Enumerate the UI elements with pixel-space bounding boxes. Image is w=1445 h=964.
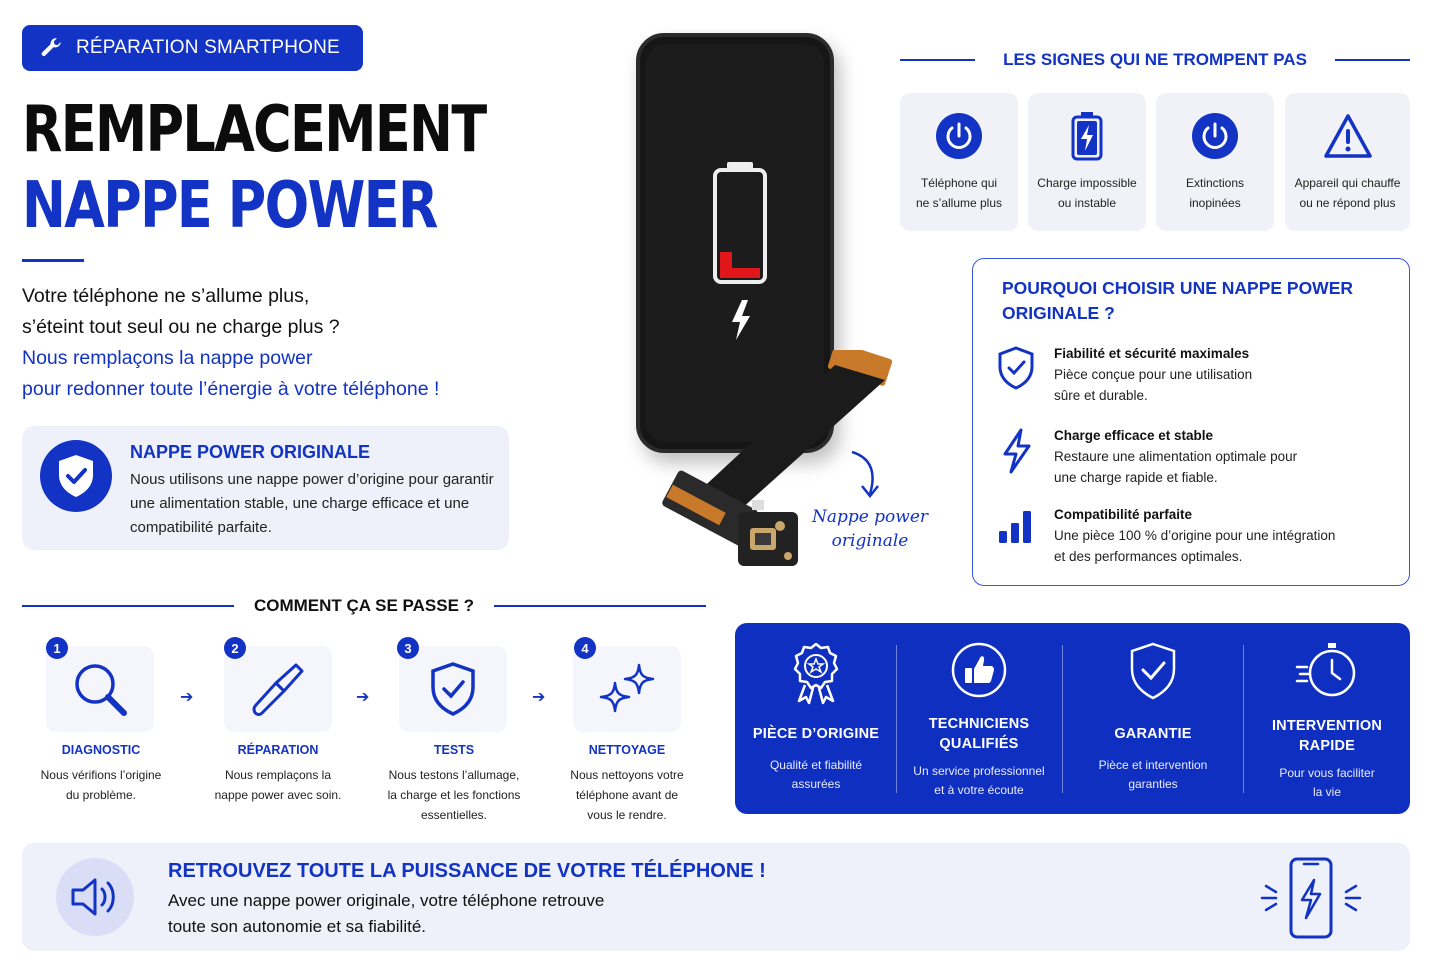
footer-title: RETROUVEZ TOUTE LA PUISSANCE DE VOTRE TÉLÉPHONE ! bbox=[168, 860, 766, 882]
warning-icon bbox=[1323, 111, 1373, 161]
signs-title: LES SIGNES QUI NE TROMPENT PAS bbox=[1003, 50, 1307, 69]
steps-title: COMMENT ÇA SE PASSE ? bbox=[253, 596, 475, 615]
feature-title: GARANTIE bbox=[1114, 726, 1192, 742]
low-battery-icon bbox=[712, 160, 768, 342]
caption-line: originale bbox=[831, 531, 909, 551]
step-title: DIAGNOSTIC bbox=[61, 743, 141, 757]
power-icon bbox=[1190, 111, 1240, 161]
signs-section-header bbox=[900, 50, 1410, 70]
step-text bbox=[542, 765, 712, 825]
caption-line: Nappe power bbox=[811, 507, 929, 527]
sign-label: Téléphone qui bbox=[920, 176, 998, 190]
step-text-line: du problème. bbox=[65, 788, 137, 802]
feature-desc-line: Pièce et intervention bbox=[1098, 758, 1208, 772]
why-item bbox=[994, 426, 1394, 488]
magnifier-icon bbox=[71, 660, 129, 718]
arrow-right-icon: ➔ bbox=[356, 689, 370, 706]
feature-title: PIÈCE D’ORIGINE bbox=[752, 726, 880, 742]
category-badge bbox=[22, 25, 363, 71]
why-item-text: sûre et durable. bbox=[1054, 388, 1148, 403]
feature-title-line: RAPIDE bbox=[1299, 738, 1355, 754]
curved-arrow-icon bbox=[848, 448, 884, 500]
why-item-text: Pièce conçue pour une utilisation bbox=[1054, 367, 1253, 382]
step-icon-box bbox=[224, 646, 332, 732]
page-title-line2: NAPPE POWER bbox=[22, 169, 437, 243]
shield-check-icon bbox=[428, 661, 478, 717]
feature-item bbox=[904, 623, 1054, 814]
feature-item bbox=[1252, 623, 1402, 814]
step-text bbox=[193, 765, 363, 805]
step-number: 3 bbox=[397, 637, 419, 659]
step-title: TESTS bbox=[433, 743, 475, 757]
why-item-text: Une pièce 100 % d’origine pour une intégration bbox=[1054, 528, 1336, 543]
step-text-line: Nous testons l’allumage, bbox=[388, 768, 520, 782]
intro-line-highlight: Nous remplaçons la nappe power bbox=[22, 347, 313, 369]
shield-check-icon bbox=[994, 344, 1038, 406]
sign-card bbox=[1028, 93, 1146, 231]
thumbs-up-icon bbox=[950, 641, 1008, 699]
feature-desc-line: garanties bbox=[1128, 777, 1178, 791]
step-number: 1 bbox=[46, 637, 68, 659]
sign-card bbox=[1285, 93, 1410, 231]
step-text-line: nappe power avec soin. bbox=[214, 788, 342, 802]
step-text-line: téléphone avant de bbox=[575, 788, 679, 802]
footer-text-line: Avec une nappe power originale, votre téléphone retrouve bbox=[168, 891, 605, 910]
step-text-line: la charge et les fonctions bbox=[387, 788, 521, 802]
feature-desc-line: et à votre écoute bbox=[934, 783, 1024, 797]
feature-desc-line: assurées bbox=[791, 777, 841, 791]
feature-title-line: TECHNICIENS bbox=[928, 716, 1030, 732]
page-title-line1: REMPLACEMENT bbox=[22, 93, 486, 167]
intro-line: s’éteint tout seul ou ne charge plus ? bbox=[22, 316, 340, 338]
sign-label: Appareil qui chauffe bbox=[1294, 176, 1401, 190]
sparkle-icon bbox=[595, 661, 659, 717]
feature-desc bbox=[744, 756, 888, 794]
sign-label: ou instable bbox=[1057, 196, 1117, 210]
step-title: RÉPARATION bbox=[237, 743, 319, 757]
wrench-icon bbox=[38, 35, 64, 61]
intro-line: Votre téléphone ne s’allume plus, bbox=[22, 285, 310, 307]
award-ribbon-icon bbox=[788, 641, 844, 705]
step-text-line: Nous nettoyons votre bbox=[570, 768, 684, 782]
speaker-icon bbox=[56, 858, 134, 936]
why-item-text: Restaure une alimentation optimale pour bbox=[1054, 449, 1298, 464]
step-icon-box bbox=[573, 646, 681, 732]
step-text-line: Nous vérifions l’origine bbox=[40, 768, 162, 782]
feature-desc bbox=[904, 762, 1054, 800]
step-number: 4 bbox=[574, 637, 596, 659]
header-rule bbox=[22, 605, 234, 607]
feature-desc-line: Pour vous faciliter bbox=[1279, 766, 1375, 780]
battery-charging-icon bbox=[1062, 111, 1112, 161]
shield-check-icon bbox=[1127, 641, 1179, 701]
shield-check-icon bbox=[40, 440, 112, 512]
intro-line-highlight: pour redonner toute l’énergie à votre téléphone ! bbox=[22, 378, 440, 400]
why-item bbox=[994, 344, 1394, 406]
original-card-title: NAPPE POWER ORIGINALE bbox=[130, 442, 371, 462]
footer-text bbox=[168, 888, 604, 940]
feature-title bbox=[904, 714, 1054, 754]
step-icon-box bbox=[46, 646, 154, 732]
illustration-caption bbox=[806, 505, 934, 553]
header-rule bbox=[900, 59, 975, 61]
why-item-title: Compatibilité parfaite bbox=[1054, 507, 1193, 522]
step-title: NETTOYAGE bbox=[588, 743, 666, 757]
feature-item bbox=[744, 623, 888, 814]
feature-desc bbox=[1252, 764, 1402, 802]
feature-divider bbox=[1062, 645, 1063, 793]
why-item-title: Charge efficace et stable bbox=[1054, 428, 1214, 443]
screwdriver-icon bbox=[248, 659, 308, 719]
sign-label: Charge impossible bbox=[1037, 176, 1137, 190]
arrow-right-icon: ➔ bbox=[532, 689, 546, 706]
step-icon-box bbox=[399, 646, 507, 732]
feature-desc-line: Qualité et fiabilité bbox=[769, 758, 863, 772]
sign-card bbox=[1156, 93, 1274, 231]
intro-text bbox=[22, 281, 439, 405]
original-card-text: Nous utilisons une nappe power d’origine pour garantir une alimentation stable, une charge efficace et une compatibilité parfaite. bbox=[130, 471, 494, 536]
bar-chart-icon bbox=[994, 505, 1038, 567]
feature-desc-line: la vie bbox=[1312, 785, 1341, 799]
step-text bbox=[16, 765, 186, 805]
feature-title bbox=[1252, 716, 1402, 756]
why-title: POURQUOI CHOISIR UNE NAPPE POWER ORIGINALE ? bbox=[1002, 278, 1354, 323]
sign-label: ou ne répond plus bbox=[1299, 196, 1396, 210]
feature-title-line: QUALIFIÉS bbox=[939, 736, 1019, 752]
badge-label: RÉPARATION SMARTPHONE bbox=[76, 37, 340, 58]
header-rule bbox=[494, 605, 706, 607]
sign-label: inopinées bbox=[1189, 196, 1241, 210]
why-item-text: une charge rapide et fiable. bbox=[1054, 470, 1218, 485]
sign-label: ne s’allume plus bbox=[915, 196, 1003, 210]
steps-section-header bbox=[22, 596, 706, 616]
feature-divider bbox=[1243, 645, 1244, 793]
feature-title-line: INTERVENTION bbox=[1271, 718, 1383, 734]
step-text-line: Nous remplaçons la bbox=[224, 768, 332, 782]
why-item bbox=[994, 505, 1394, 567]
sign-card bbox=[900, 93, 1018, 231]
stopwatch-icon bbox=[1295, 641, 1359, 699]
footer-text-line: toute son autonomie et sa fiabilité. bbox=[168, 917, 426, 936]
title-divider bbox=[22, 259, 84, 262]
header-rule bbox=[1335, 59, 1410, 61]
phone-charging-icon bbox=[1258, 856, 1364, 940]
step-text-line: essentielles. bbox=[420, 808, 488, 822]
feature-item bbox=[1072, 623, 1234, 814]
why-item-text: et des performances optimales. bbox=[1054, 549, 1243, 564]
feature-desc bbox=[1072, 756, 1234, 794]
sign-label: Extinctions bbox=[1185, 176, 1245, 190]
lightning-icon bbox=[994, 426, 1038, 488]
step-text-line: vous le rendre. bbox=[587, 808, 667, 822]
power-icon bbox=[934, 111, 984, 161]
feature-desc-line: Un service professionnel bbox=[913, 764, 1045, 778]
feature-divider bbox=[896, 645, 897, 793]
step-number: 2 bbox=[224, 637, 246, 659]
arrow-right-icon: ➔ bbox=[180, 689, 194, 706]
step-text bbox=[369, 765, 539, 825]
why-item-title: Fiabilité et sécurité maximales bbox=[1054, 346, 1250, 361]
